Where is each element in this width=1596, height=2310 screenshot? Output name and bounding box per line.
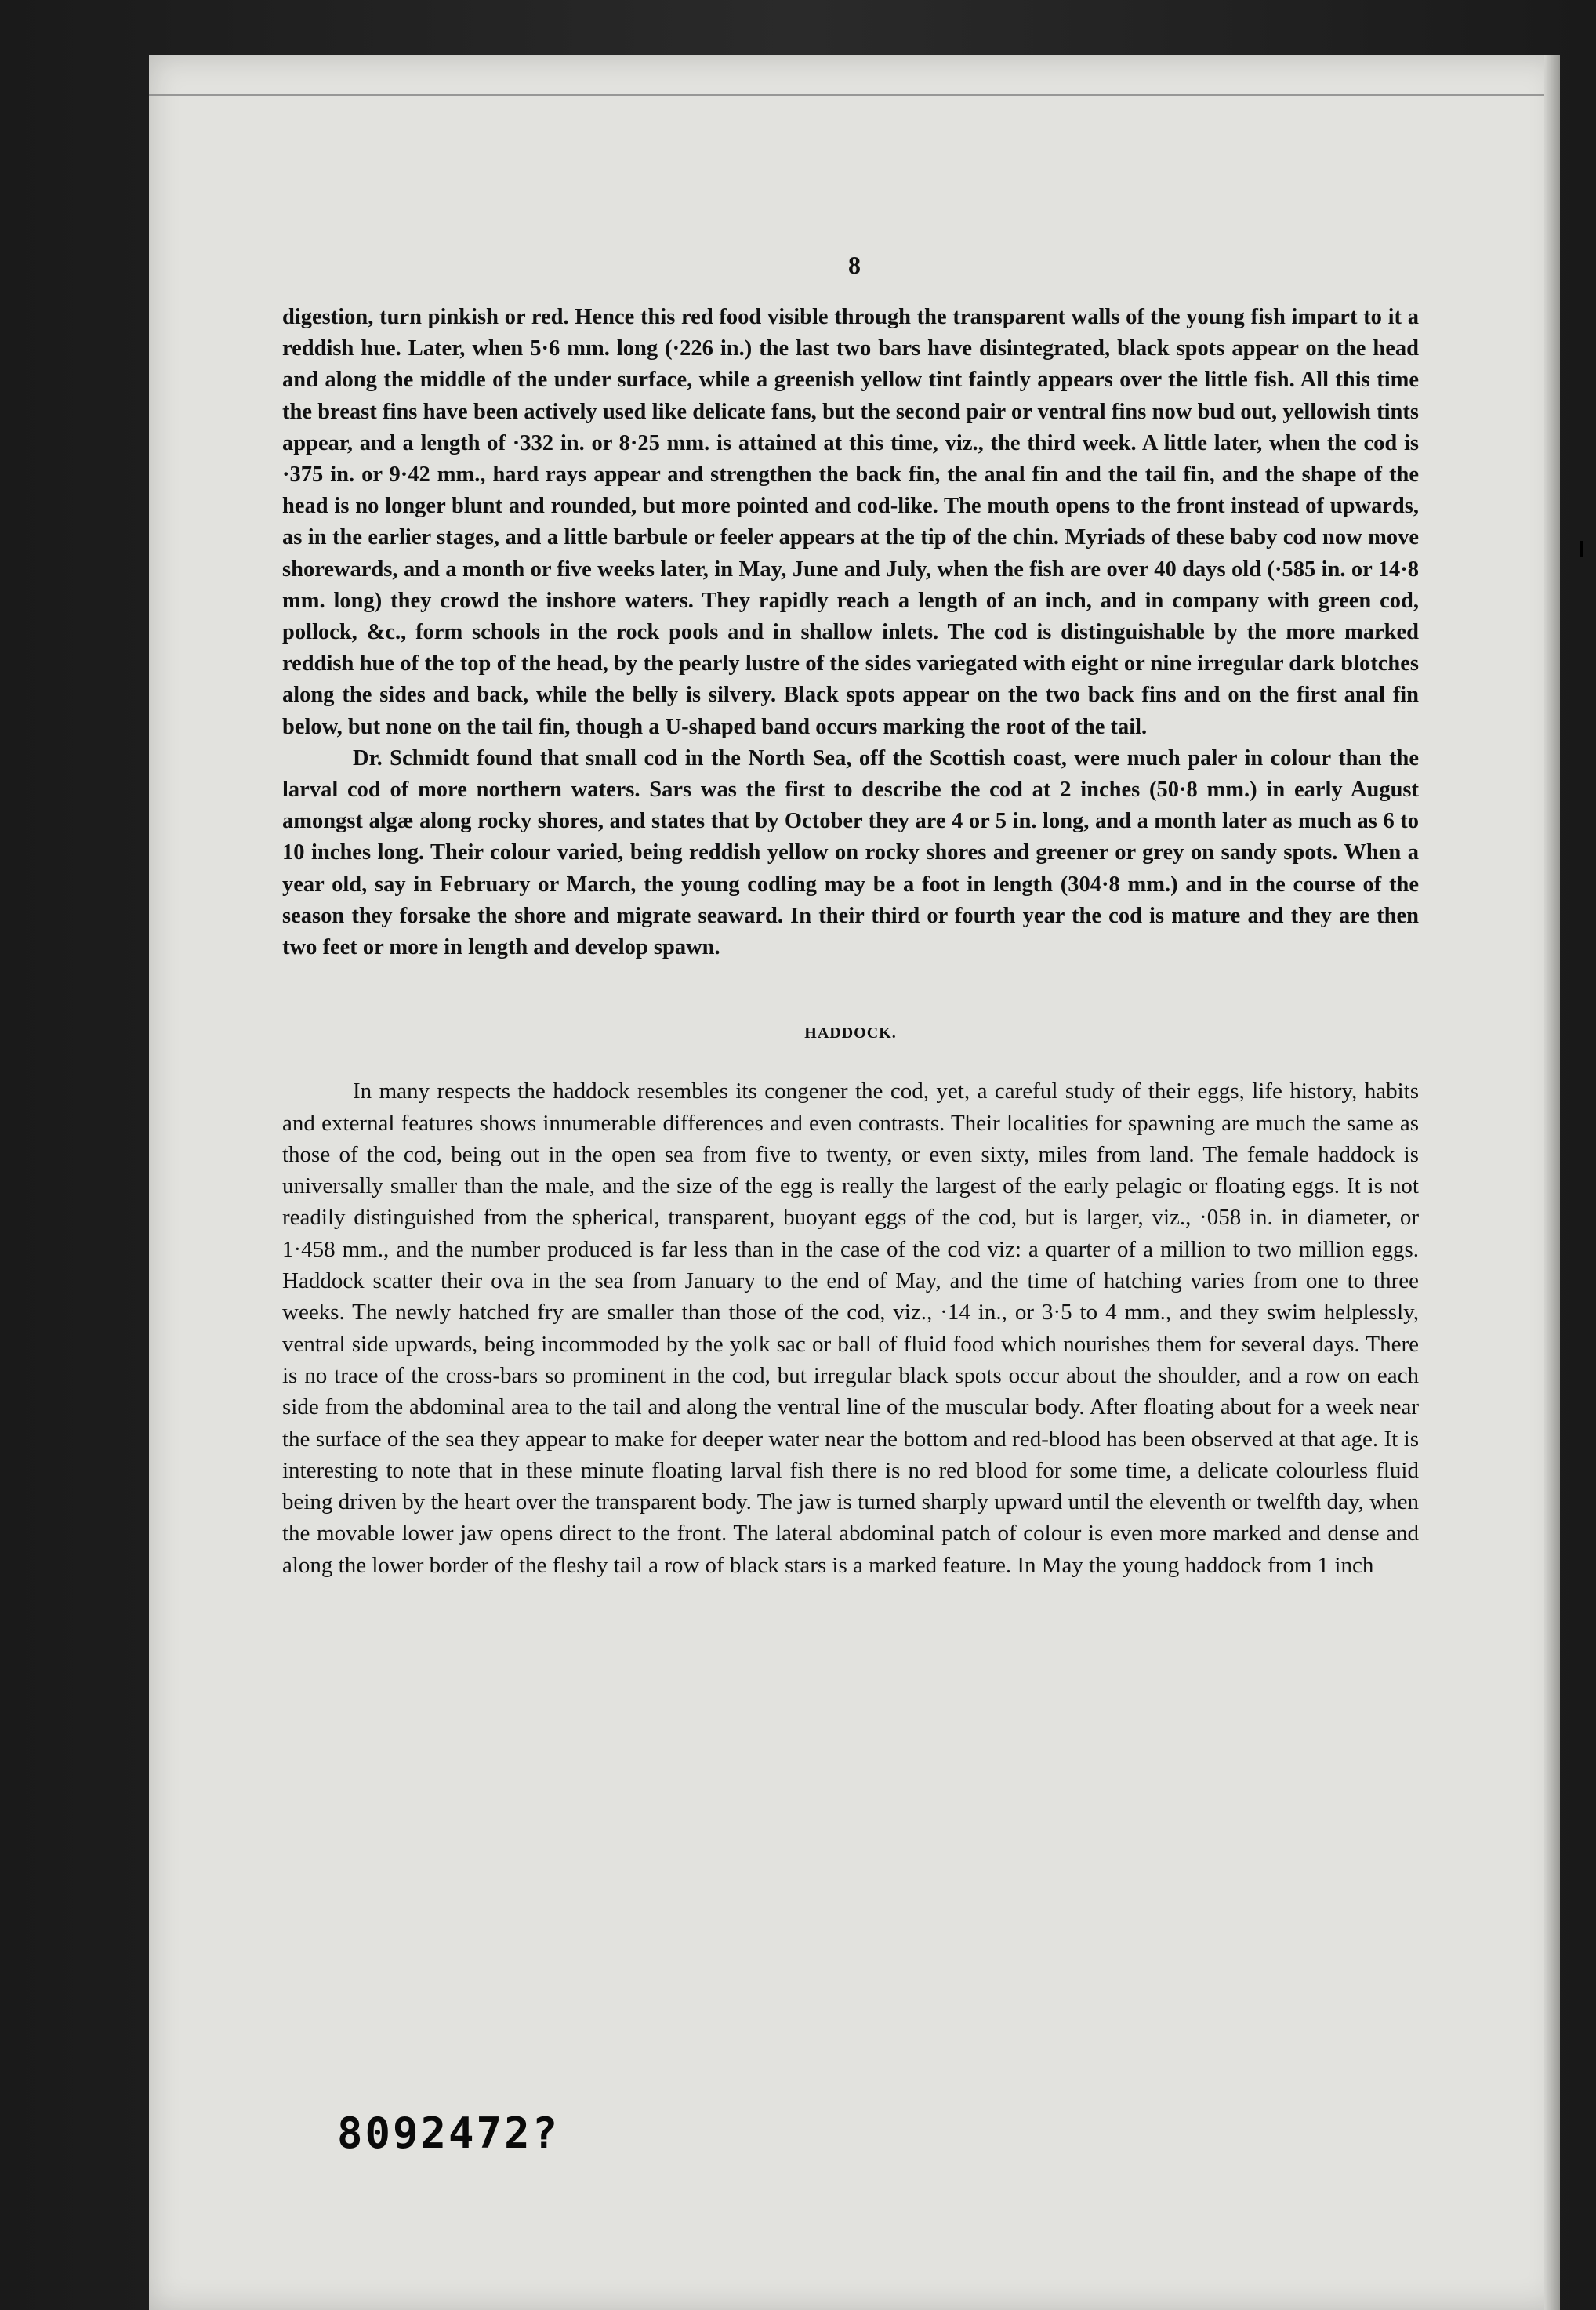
page-top-rule xyxy=(149,94,1560,96)
paragraph-cod-development: digestion, turn pinkish or red. Hence this red food visible through the transparent walls of the young fish impart to it a reddish hue. Later, when 5·6 mm. long (·226 in.) the last two bars have disintegrated, black spots appear on the head and along the middle of the under surface, while a greenish yellow tint faintly appears over the little fish. All this time the breast fins have been actively used like delicate fans, but the second pair or ventral fins now bud out, yellowish tints appear, and a length of ·332 in. or 8·25 mm. is attained at this time, viz., the third week. A little later, when the cod is ·375 in. or 9·42 mm., hard rays appear and strengthen the back fin, the anal fin and the tail fin, and the shape of the head is no longer blunt and rounded, but more pointed and cod-like. The mouth opens to the front instead of upwards, as in the earlier stages, and a little barbule or feeler appears at the tip of the chin. Myriads of these baby cod now move shorewards, and a month or five weeks later, in May, June and July, when the fish are over 40 days old (·585 in. or 14·8 mm. long) they crowd the inshore waters. They rapidly reach a length of an inch, and in company with green cod, pollock, &c., form schools in the rock pools and in shallow inlets. The cod is distinguishable by the more marked reddish hue of the top of the head, by the pearly lustre of the sides variegated with eight or nine irregular dark blotches along the sides and back, while the belly is silvery. Black spots appear on the two back fins and on the first anal fin below, but none on the tail fin, though a U-shaped band occurs marking the root of the tail. xyxy=(282,305,1419,739)
page-content xyxy=(282,302,1419,1581)
paragraph-cod-schmidt: Dr. Schmidt found that small cod in the North Sea, off the Scottish coast, were much paler in colour than the larval cod of more northern waters. Sars was the first to describe the cod at 2 inches (50·8 mm.) in early August amongst algæ along rocky shores, and states that by October they are 4 or 5 in. long, and a month later as much as 6 to 10 inches long. Their colour varied, being reddish yellow on rocky shores and greener or grey on sandy spots. When a year old, say in February or March, the young codling may be a foot in length (304·8 mm.) and in the course of the season they forsake the shore and migrate seaward. In their third or fourth year the cod is mature and they are then two feet or more in length and develop spawn. xyxy=(282,745,1419,960)
scan-mark xyxy=(1580,541,1583,557)
page-right-edge xyxy=(1544,55,1560,2310)
archive-stamp-number: 8092472? xyxy=(337,2109,560,2158)
page-number: 8 xyxy=(848,251,861,279)
document-page xyxy=(149,55,1560,2310)
paragraph-haddock: In many respects the haddock resembles its congener the cod, yet, a careful study of their eggs, life history, habits and external features shows innumerable differences and even contrasts. Their localities for spawning are much the same as those of the cod, being out in the open sea from five to twenty, or even sixty, miles from land. The female haddock is universally smaller than the male, and the size of the egg is really the largest of the early pelagic or floating eggs. It is not readily distinguished from the spherical, transparent, buoyant eggs of the cod, but is larger, viz., ·058 in. in diameter, or 1·458 mm., and the number produced is far less than in the case of the cod viz: a quarter of a million to two million eggs. Haddock scatter their ova in the sea from January to the end of May, and the time of hatching varies from one to three weeks. The newly hatched fry are smaller than those of the cod, viz., ·14 in., or 3·5 to 4 mm., and they swim helplessly, ventral side upwards, being incommoded by the yolk sac or ball of fluid food which nourishes them for several days. There is no trace of the cross-bars so prominent in the cod, but irregular black spots occur about the shoulder, and a row on each side from the abdominal area to the tail and along the ventral line of the muscular body. After floating about for a week near the surface of the sea they appear to make for deeper water near the bottom and red-blood has been observed at that age. It is interesting to note that in these minute floating larval fish there is no red blood for some time, a delicate colourless fluid being driven by the heart over the transparent body. The jaw is turned sharply upward until the eleventh or twelfth day, when the movable lower jaw opens direct to the front. The lateral abdominal patch of colour is even more marked and dense and along the lower border of the fleshy tail a row of black stars is a marked feature. In May the young haddock from 1 inch xyxy=(282,1079,1419,1578)
section-heading-haddock: HADDOCK. xyxy=(804,1024,897,1043)
